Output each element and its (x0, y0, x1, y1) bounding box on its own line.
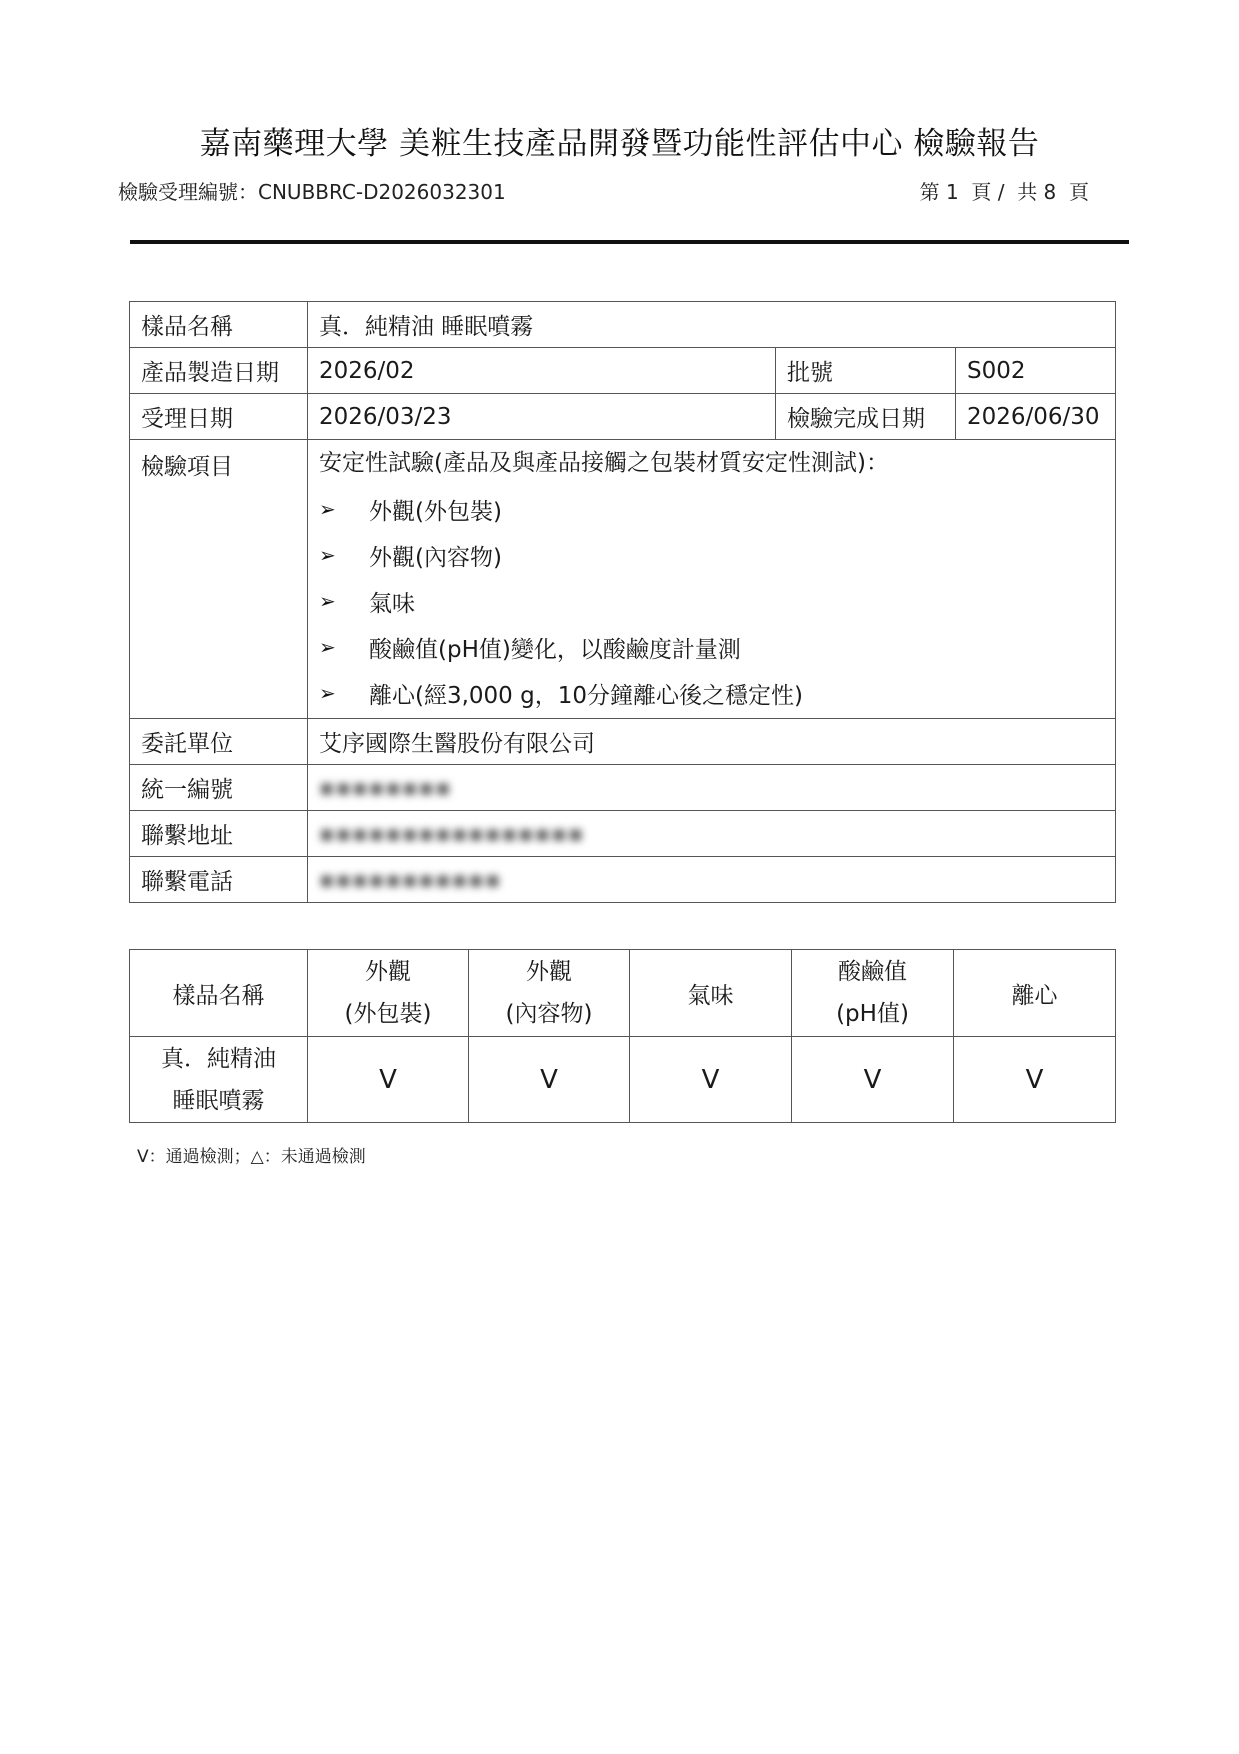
test-item (319, 678, 1104, 708)
result-mark: V (308, 1037, 469, 1123)
test-items-heading: 安定性試驗(產品及與產品接觸之包裝材質安定性測試)： (319, 450, 889, 476)
sample-name-label: 樣品名稱 (130, 302, 308, 348)
result-mark: V (469, 1037, 630, 1123)
arrow-bullet-icon: ➢ (319, 681, 336, 705)
client-value: 艾序國際生醫股份有限公司 (308, 719, 1116, 765)
case-number: 檢驗受理編號：CNUBBRC-D2026032301 (118, 180, 506, 204)
results-col-header: 外觀 (外包裝) (308, 950, 469, 1037)
receive-date-label: 受理日期 (130, 394, 308, 440)
row-client (130, 719, 1116, 765)
result-mark: V (954, 1037, 1116, 1123)
test-item-text: 離心(經3,000 g，10分鐘離心後之穩定性) (369, 682, 803, 709)
test-item-text: 酸鹼值(pH值)變化，以酸鹼度計量測 (369, 636, 741, 663)
results-col-header: 酸鹼值 (pH值) (792, 950, 954, 1037)
tax-id-value (308, 765, 1116, 811)
result-mark: V (792, 1037, 954, 1123)
row-test-items (130, 440, 1116, 719)
test-items-cell (308, 440, 1116, 719)
arrow-bullet-icon: ➢ (319, 497, 336, 521)
batch-label: 批號 (776, 348, 956, 394)
row-mfg-date (130, 348, 1116, 394)
results-col-header: 離心 (954, 950, 1116, 1037)
client-label: 委託單位 (130, 719, 308, 765)
tax-id-label: 統一編號 (130, 765, 308, 811)
arrow-bullet-icon: ➢ (319, 635, 336, 659)
test-items-label: 檢驗項目 (130, 440, 308, 719)
phone-value (308, 857, 1116, 903)
report-title: 嘉南藥理大學 美粧生技產品開發暨功能性評估中心 檢驗報告 (199, 126, 1040, 162)
receive-date-value: 2026/03/23 (308, 394, 776, 440)
sample-name-value: 真．純精油 睡眠噴霧 (308, 302, 1116, 348)
redacted-address: ▪▪▪▪▪▪▪▪▪▪▪▪▪▪▪▪ (319, 820, 585, 847)
arrow-bullet-icon: ➢ (319, 589, 336, 613)
sample-info-table (129, 301, 1116, 903)
test-item (319, 632, 1104, 662)
results-data-row (130, 1037, 1116, 1123)
row-sample-name (130, 302, 1116, 348)
results-col-header: 外觀 (內容物) (469, 950, 630, 1037)
phone-label: 聯繫電話 (130, 857, 308, 903)
row-address (130, 811, 1116, 857)
test-item (319, 586, 1104, 616)
complete-date-label: 檢驗完成日期 (776, 394, 956, 440)
batch-value: S002 (956, 348, 1116, 394)
test-item (319, 494, 1104, 524)
arrow-bullet-icon: ➢ (319, 543, 336, 567)
results-sample-name: 真．純精油 睡眠噴霧 (130, 1037, 308, 1123)
header-rule (130, 240, 1129, 244)
mfg-date-label: 產品製造日期 (130, 348, 308, 394)
page-indicator: 第 1 頁 / 共 8 頁 (919, 180, 1089, 204)
test-item-text: 外觀(內容物) (369, 544, 502, 571)
result-mark: V (630, 1037, 792, 1123)
results-col-header: 氣味 (630, 950, 792, 1037)
complete-date-value: 2026/06/30 (956, 394, 1116, 440)
redacted-tax-id: ▪▪▪▪▪▪▪▪ (319, 774, 452, 801)
test-item-text: 外觀(外包裝) (369, 498, 502, 525)
results-table (129, 949, 1116, 1123)
results-legend: V：通過檢測；△：未通過檢測 (137, 1147, 366, 1167)
results-header-row (130, 950, 1116, 1037)
row-phone (130, 857, 1116, 903)
test-item-text: 氣味 (369, 590, 415, 617)
results-sample-header: 樣品名稱 (130, 950, 308, 1037)
mfg-date-value: 2026/02 (308, 348, 776, 394)
test-item (319, 540, 1104, 570)
row-receive-date (130, 394, 1116, 440)
row-tax-id (130, 765, 1116, 811)
address-label: 聯繫地址 (130, 811, 308, 857)
address-value (308, 811, 1116, 857)
redacted-phone: ▪▪▪▪▪▪▪▪▪▪▪ (319, 866, 502, 893)
